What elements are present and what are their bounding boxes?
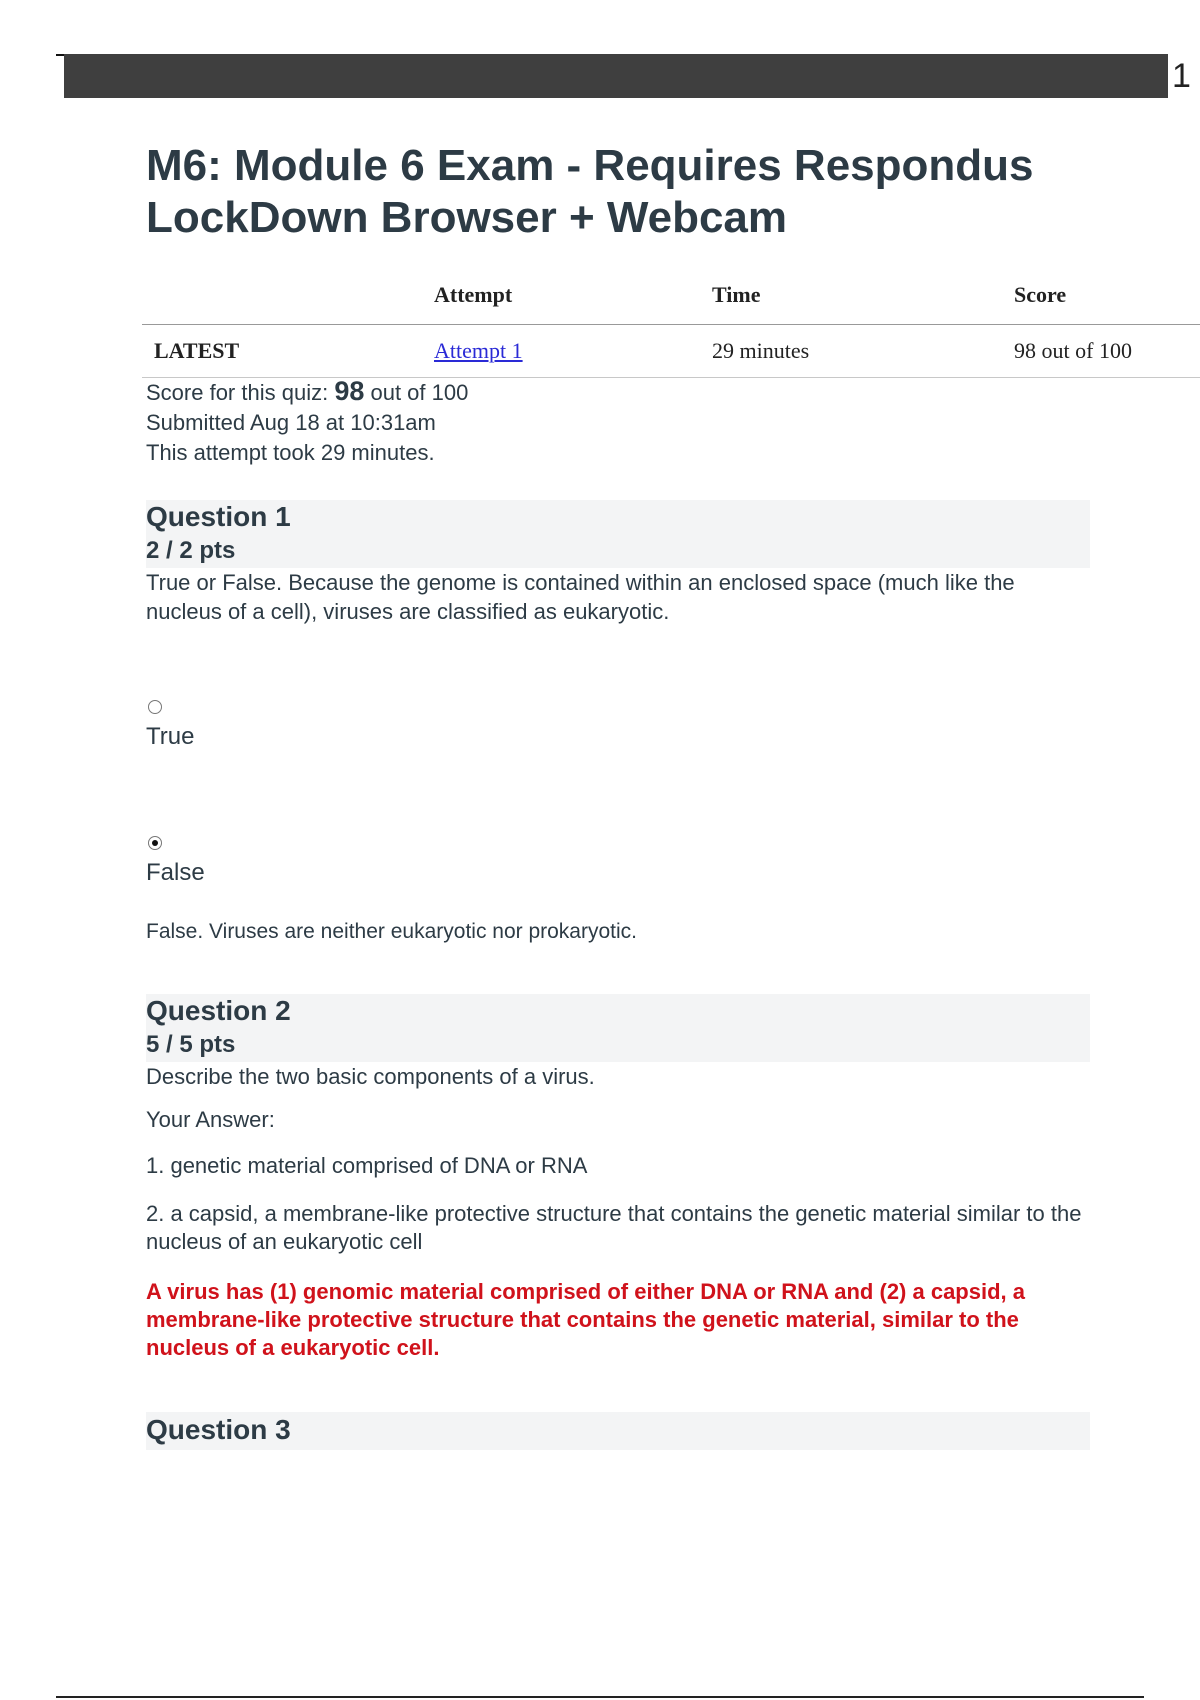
latest-label: LATEST xyxy=(142,325,422,378)
question-1 xyxy=(146,500,1090,950)
correct-answer-text: A virus has (1) genomic material comprised of either DNA or RNA and (2) a capsid, a membrane-like protective structure that contains the genetic material, similar to the nucleus of a eukaryotic cell. xyxy=(146,1279,1025,1360)
question-title: Question 3 xyxy=(146,1414,291,1445)
column-header-attempt: Attempt xyxy=(422,266,700,325)
question-2 xyxy=(146,994,1090,1374)
question-text: True or False. Because the genome is contained within an enclosed space (much like the nucleus of a cell), viruses are classified as eukaryotic. xyxy=(146,570,1015,624)
radio-true[interactable] xyxy=(148,700,162,714)
submitted-line: Submitted Aug 18 at 10:31am xyxy=(146,410,436,435)
table-header-row xyxy=(142,266,1200,325)
question-header xyxy=(146,994,1090,1062)
column-header-score: Score xyxy=(1002,266,1200,325)
score-prefix: Score for this quiz: xyxy=(146,380,335,405)
answer-label-false: False xyxy=(146,859,205,886)
question-title: Question 2 xyxy=(146,995,291,1026)
attempt-cell xyxy=(422,325,700,378)
question-3 xyxy=(146,1412,1090,1452)
attempt-link[interactable]: Attempt 1 xyxy=(434,338,523,363)
time-cell: 29 minutes xyxy=(700,325,1002,378)
question-title: Question 1 xyxy=(146,501,291,532)
page-number: 1 xyxy=(1172,57,1191,95)
question-points: 2 / 2 pts xyxy=(146,537,236,564)
top-bar xyxy=(64,54,1168,98)
question-text: Describe the two basic components of a virus. xyxy=(146,1064,595,1089)
table-row xyxy=(142,325,1200,378)
question-header xyxy=(146,1412,1090,1450)
column-header-blank xyxy=(142,266,422,325)
radio-false[interactable] xyxy=(148,836,162,850)
page-title: M6: Module 6 Exam - Requires Respondus LockDown Browser + Webcam xyxy=(146,141,1034,242)
score-cell: 98 out of 100 xyxy=(1002,325,1200,378)
answer-line-1: 1. genetic material comprised of DNA or RNA xyxy=(146,1153,588,1178)
quiz-content xyxy=(146,140,1186,1445)
quiz-summary xyxy=(146,376,468,468)
answer-label-true: True xyxy=(146,723,195,750)
your-answer-label: Your Answer: xyxy=(146,1107,275,1132)
duration-line: This attempt took 29 minutes. xyxy=(146,440,435,465)
question-points: 5 / 5 pts xyxy=(146,1031,236,1058)
score-suffix: out of 100 xyxy=(364,380,469,405)
page-bottom-rule xyxy=(56,1696,1144,1698)
column-header-time: Time xyxy=(700,266,1002,325)
score-line xyxy=(146,376,468,408)
score-value: 98 xyxy=(334,376,365,406)
answer-line-2: 2. a capsid, a membrane-like protective structure that contains the genetic material similar to the nucleus of an eukaryotic cell xyxy=(146,1201,1082,1254)
attempts-table xyxy=(142,266,1200,378)
answer-comment: False. Viruses are neither eukaryotic nor prokaryotic. xyxy=(146,920,637,943)
question-header xyxy=(146,500,1090,568)
